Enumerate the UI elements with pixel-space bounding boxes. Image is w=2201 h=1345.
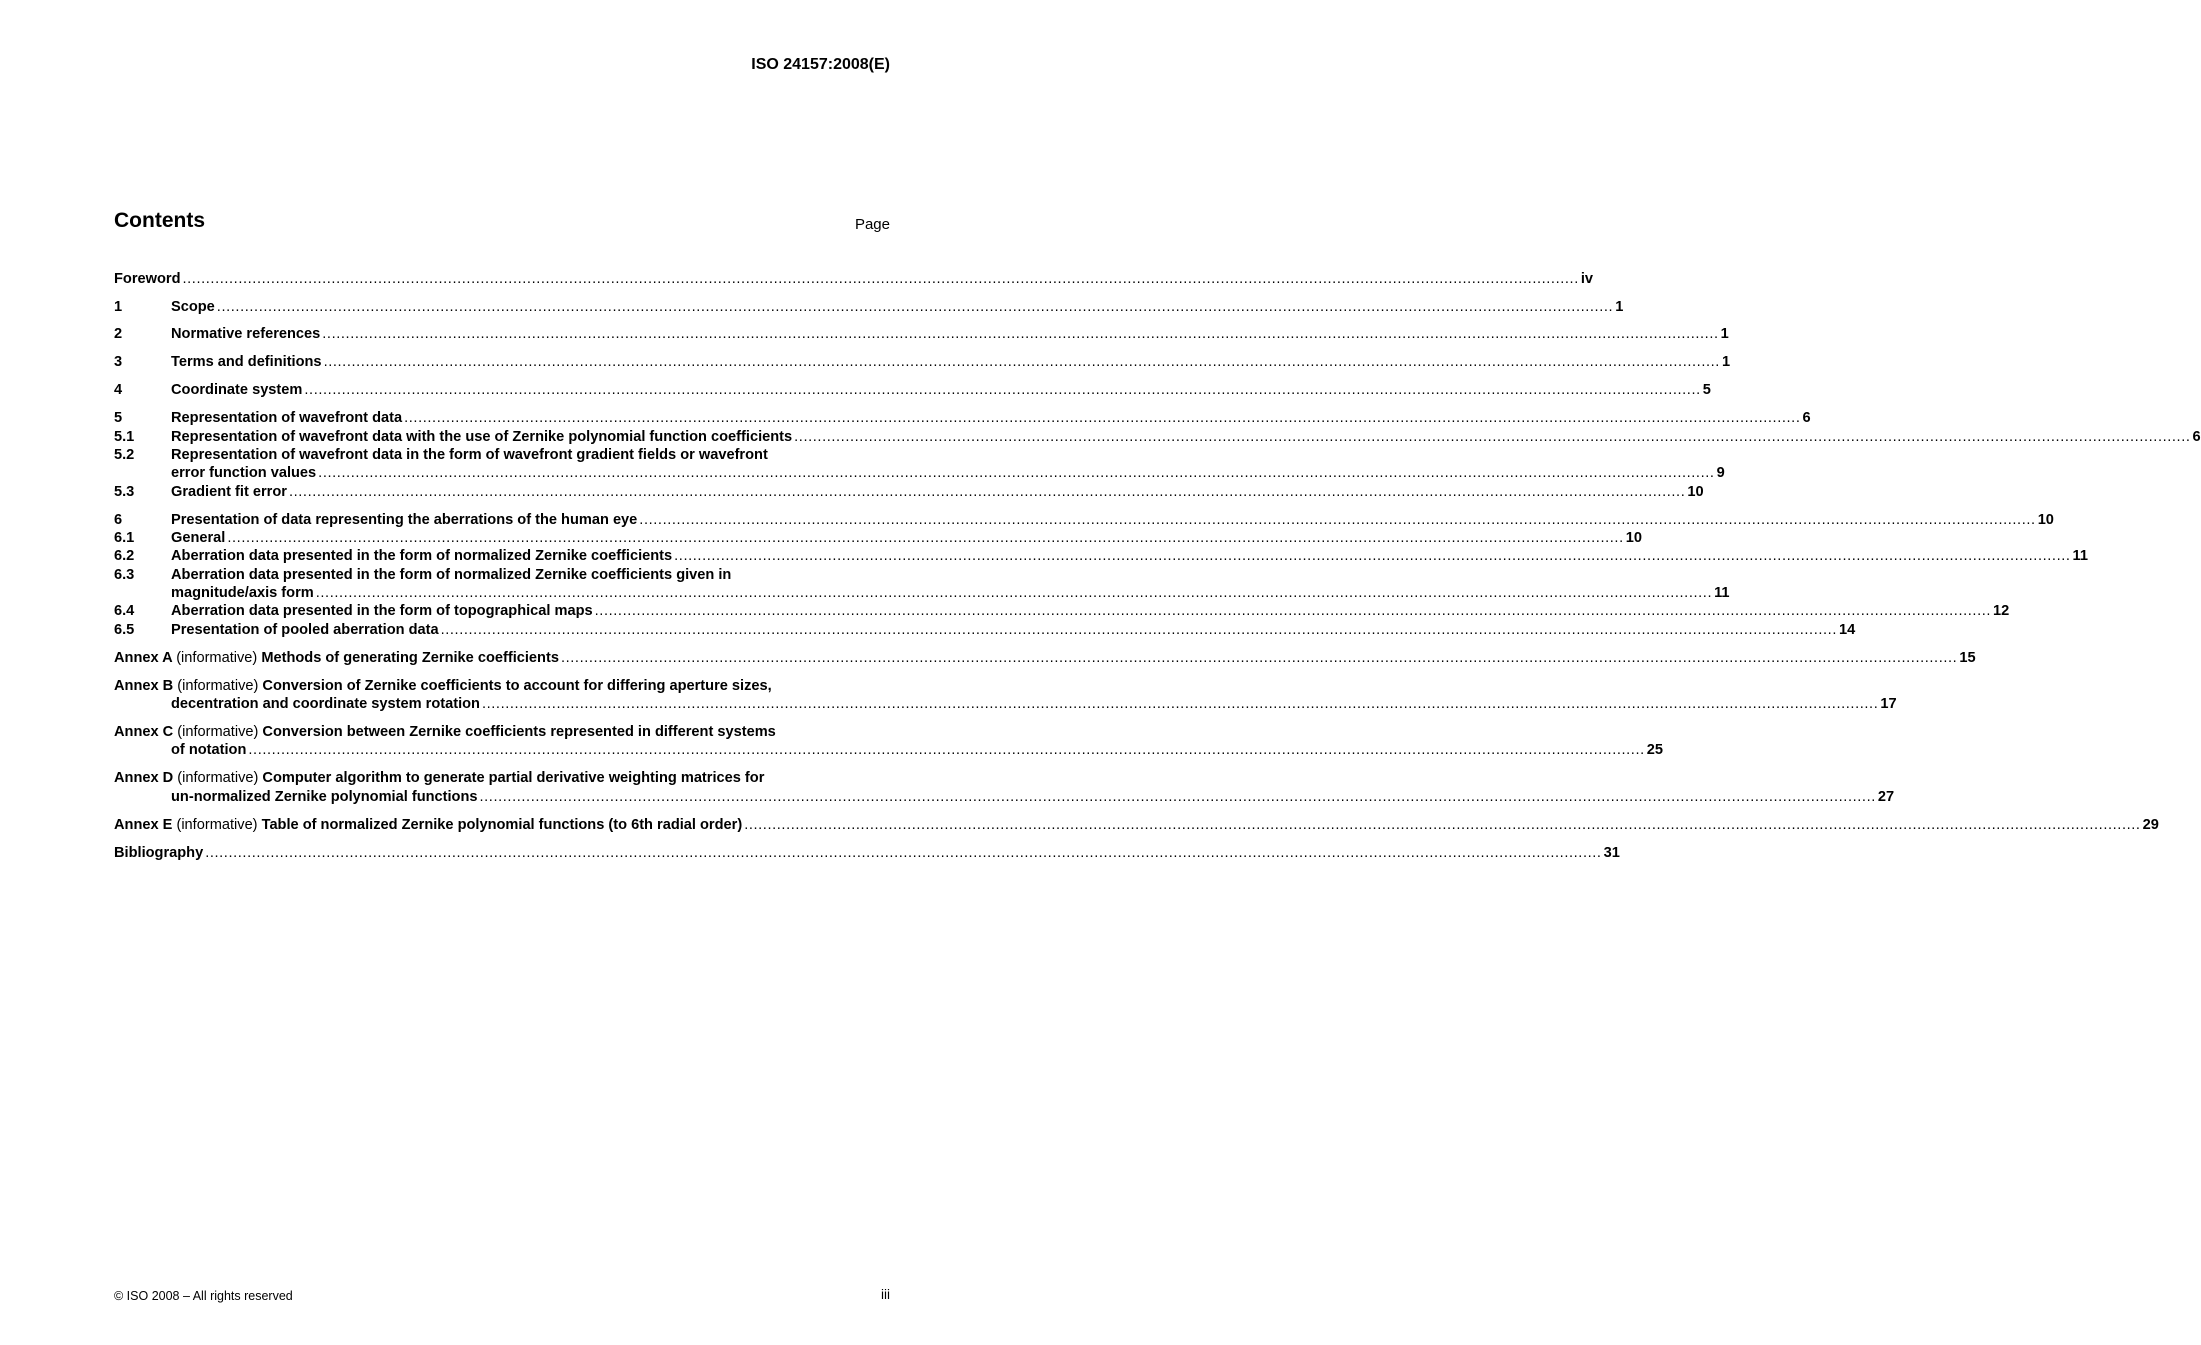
toc-entry-title: Bibliography [114, 845, 204, 861]
annex-title: Conversion between Zernike coefficients represented in different systems [262, 724, 776, 740]
leader-dots: ............................................................................................................................................................................................................................................................................................................ [639, 512, 2036, 528]
annex-informative-note: (informative) [177, 770, 259, 786]
toc-entry-section-6-1[interactable] [114, 529, 1642, 547]
toc-page-number: 1 [1721, 354, 1731, 370]
toc-entry-section-6-4[interactable] [114, 602, 2010, 620]
annex-label: Annex A [114, 650, 173, 666]
leader-dots: ............................................................................................................................................................................................................................................................................................................ [288, 484, 1686, 500]
toc-entry-annex-d[interactable] [114, 769, 891, 787]
annex-title: Table of normalized Zernike polynomial functions (to 6th radial order) [261, 817, 743, 833]
leader-dots: ............................................................................................................................................................................................................................................................................................................ [205, 845, 1602, 861]
toc-entry-title: Presentation of data representing the aberrations of the human eye [171, 512, 638, 528]
toc-entry-section-6-3[interactable] [114, 566, 891, 584]
toc-entry-annex-e[interactable] [114, 816, 2159, 834]
toc-entry-annex-a[interactable] [114, 649, 1976, 667]
annex-label: Annex C [114, 724, 174, 740]
annex-informative-note: (informative) [176, 817, 258, 833]
document-id: ISO 24157:2008(E) [751, 56, 890, 73]
toc-page-number: 11 [2072, 548, 2088, 564]
toc-entry-title [114, 677, 772, 695]
toc-entry-title: Scope [171, 299, 215, 315]
toc-page-number: 17 [1880, 696, 1897, 712]
toc-entry-title: Normative references [171, 326, 321, 342]
toc-page-number: 1 [1720, 326, 1729, 342]
leader-dots: ............................................................................................................................................................................................................................................................................................................ [216, 299, 1614, 315]
toc-entry-section-6-5[interactable] [114, 621, 1856, 639]
toc-entry-title: Representation of wavefront data with the use of Zernike polynomial function coefficients [171, 429, 793, 445]
toc-entry-section-5-2[interactable] [114, 446, 891, 464]
page-column-label: Page [854, 216, 890, 233]
toc-entry-title [114, 816, 742, 834]
annex-title: Methods of generating Zernike coefficients [261, 650, 559, 666]
toc-entry-title: Coordinate system [171, 382, 303, 398]
toc-section-number: 4 [114, 382, 123, 398]
leader-dots: ............................................................................................................................................................................................................................................................................................................ [182, 271, 1579, 287]
leader-dots: ............................................................................................................................................................................................................................................................................................................ [323, 354, 1720, 370]
toc-page-number: 6 [2192, 429, 2201, 445]
toc-page-number: 5 [1702, 382, 1711, 398]
toc-page-number: 31 [1603, 845, 1620, 861]
copyright-notice: © ISO 2008 – All rights reserved [114, 1289, 293, 1303]
annex-informative-note: (informative) [177, 724, 259, 740]
leader-dots: ............................................................................................................................................................................................................................................................................................................ [481, 696, 1879, 712]
leader-dots: ............................................................................................................................................................................................................................................................................................................ [304, 382, 1701, 398]
toc-page-number: 12 [1993, 603, 2010, 619]
toc-section-number: 6.2 [114, 548, 135, 564]
toc-section-number: 5.1 [114, 429, 135, 445]
toc-page-number: 1 [1615, 299, 1624, 315]
toc-section-number: 5 [114, 410, 123, 426]
toc-entry-title-continued: decentration and coordinate system rotation [171, 696, 480, 712]
toc-entry-section-5[interactable] [114, 409, 1811, 427]
toc-entry-title-continued: magnitude/axis form [171, 585, 314, 601]
toc-page-number: 27 [1877, 789, 1895, 805]
leader-dots: ............................................................................................................................................................................................................................................................................................................ [227, 530, 1624, 546]
toc-section-number: 6.3 [114, 567, 135, 583]
toc-page-number: 6 [1802, 410, 1811, 426]
toc-section-number: 6.4 [114, 603, 135, 619]
toc-entry-title: Presentation of pooled aberration data [171, 622, 439, 638]
toc-entry-section-6[interactable] [114, 511, 2054, 529]
toc-entry-section-5-2-continued[interactable] [114, 464, 1725, 482]
toc-entry-annex-d-continued[interactable] [114, 788, 1895, 806]
toc-entry-title [114, 769, 764, 787]
toc-entry-title-continued: un-normalized Zernike polynomial functions [171, 789, 478, 805]
annex-label: Annex E [114, 817, 173, 833]
toc-page-number: 10 [1687, 484, 1704, 500]
leader-dots: ............................................................................................................................................................................................................................................................................................................ [248, 742, 1645, 758]
toc-entry-section-3[interactable] [114, 353, 1731, 371]
leader-dots: ............................................................................................................................................................................................................................................................................................................ [318, 465, 1715, 481]
toc-page-number: 10 [1625, 530, 1642, 546]
annex-title: Computer algorithm to generate partial derivative weighting matrices for [262, 770, 765, 786]
toc-entry-foreword[interactable] [114, 270, 1594, 288]
toc-section-number: 6 [114, 512, 123, 528]
toc-section-number: 6.5 [114, 622, 135, 638]
leader-dots: ............................................................................................................................................................................................................................................................................................................ [315, 585, 1713, 601]
toc-page-number: 14 [1838, 622, 1856, 638]
toc-entry-section-5-1[interactable] [114, 428, 2201, 446]
annex-informative-note: (informative) [177, 678, 259, 694]
toc-entry-title: Foreword [114, 271, 181, 287]
toc-page-number: iv [1580, 271, 1594, 287]
toc-entry-annex-c-continued[interactable] [114, 741, 1664, 759]
toc-section-number: 5.2 [114, 447, 135, 463]
leader-dots: ............................................................................................................................................................................................................................................................................................................ [404, 410, 1801, 426]
leader-dots: ............................................................................................................................................................................................................................................................................................................ [794, 429, 2191, 445]
toc-entry-title: Representation of wavefront data in the form of wavefront gradient fields or wavefront [171, 447, 768, 463]
leader-dots: ............................................................................................................................................................................................................................................................................................................ [744, 817, 2141, 833]
toc-entry-title-continued: error function values [171, 465, 317, 481]
toc-entry-title: Aberration data presented in the form of normalized Zernike coefficients [171, 548, 673, 564]
leader-dots: ............................................................................................................................................................................................................................................................................................................ [479, 789, 1876, 805]
toc-entry-bibliography[interactable] [114, 844, 1620, 862]
toc-entry-title: Representation of wavefront data [171, 410, 403, 426]
leader-dots: ............................................................................................................................................................................................................................................................................................................ [674, 548, 2071, 564]
leader-dots: ............................................................................................................................................................................................................................................................................................................ [594, 603, 1992, 619]
toc-entry-title: Aberration data presented in the form of topographical maps [171, 603, 593, 619]
toc-page-number: 29 [2142, 817, 2159, 833]
toc-entry-section-6-3-continued[interactable] [114, 584, 1730, 602]
toc-entry-title: General [171, 530, 226, 546]
toc-section-number: 3 [114, 354, 123, 370]
annex-label: Annex D [114, 770, 174, 786]
toc-page-number: 9 [1716, 465, 1725, 481]
page-number: iii [881, 1287, 890, 1302]
toc-entry-title [114, 723, 776, 741]
toc-section-number: 5.3 [114, 484, 135, 500]
page-title: Contents [114, 209, 205, 232]
leader-dots: ............................................................................................................................................................................................................................................................................................................ [322, 326, 1719, 342]
annex-title: Conversion of Zernike coefficients to account for differing aperture sizes, [262, 678, 772, 694]
toc-entry-title-continued: of notation [171, 742, 247, 758]
toc-page-number: 10 [2037, 512, 2054, 528]
toc-entry-section-1[interactable] [114, 298, 1624, 316]
toc-page-number: 11 [1714, 585, 1730, 601]
toc-entry-title [114, 649, 559, 667]
toc-entry-section-6-2[interactable] [114, 547, 2088, 565]
toc-entry-title: Terms and definitions [171, 354, 322, 370]
toc-section-number: 1 [114, 299, 123, 315]
toc-section-number: 6.1 [114, 530, 135, 546]
toc-section-number: 2 [114, 326, 123, 342]
leader-dots: ............................................................................................................................................................................................................................................................................................................ [560, 650, 1958, 666]
toc-entry-section-4[interactable] [114, 381, 1711, 399]
leader-dots: ............................................................................................................................................................................................................................................................................................................ [440, 622, 1837, 638]
toc-entry-title: Aberration data presented in the form of normalized Zernike coefficients given in [171, 567, 732, 583]
toc-entry-title: Gradient fit error [171, 484, 287, 500]
toc-page-number: 15 [1959, 650, 1976, 666]
toc-entry-section-5-3[interactable] [114, 483, 1704, 501]
toc-page-number: 25 [1646, 742, 1664, 758]
toc-entry-annex-b-continued[interactable] [114, 695, 1897, 713]
toc-entry-annex-c[interactable] [114, 723, 891, 741]
annex-informative-note: (informative) [176, 650, 258, 666]
toc-entry-section-2[interactable] [114, 325, 1729, 343]
annex-label: Annex B [114, 678, 174, 694]
toc-entry-annex-b[interactable] [114, 677, 891, 695]
